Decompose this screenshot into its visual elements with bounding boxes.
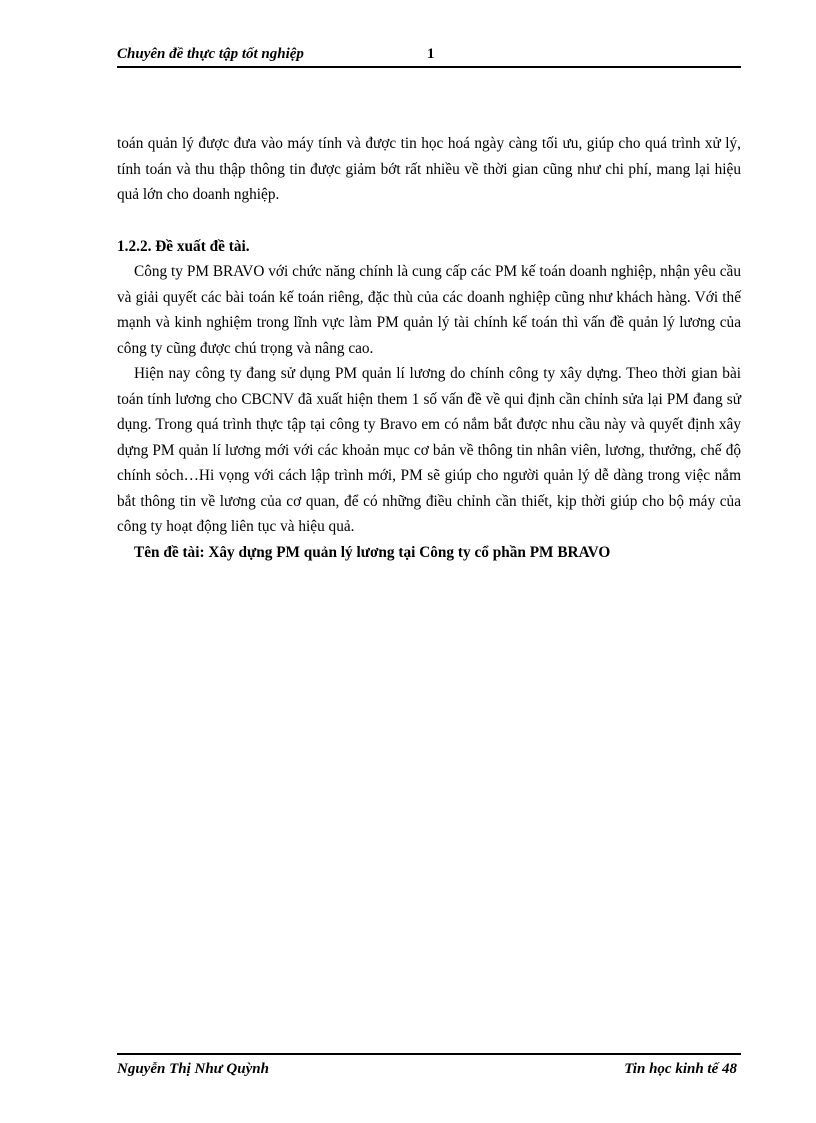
- intro-paragraph: toán quản lý được đưa vào máy tính và được tin học hoá ngày càng tối ưu, giúp cho quá trình xử lý, tính toán và thu thập thông tin được giảm bớt rất nhiều về thời gian cũng như chi phí, mang lại hiệu quả lớn cho doanh nghiệp.: [117, 135, 741, 203]
- paragraph-company: Công ty PM BRAVO với chức năng chính là cung cấp các PM kế toán doanh nghiệp, nhận yêu cầu và giải quyết các bài toán kế toán riêng, đặc thù của các doanh nghiệp cũng như khách hàng. Với thế mạnh và kinh nghiệm trong lĩnh vực làm PM quản lý tài chính kế toán thì vấn đề quản lý lương của công ty cũng được chú trọng và nâng cao.: [117, 263, 741, 357]
- topic-line: Tên đề tài: Xây dựng PM quản lý lương tại Công ty cổ phần PM BRAVO: [134, 543, 611, 561]
- paragraph-current-situation: Hiện nay công ty đang sử dụng PM quản lí lương do chính công ty xây dựng. Theo thời gian bài toán tính lương cho CBCNV đã xuất hiện them 1 số vấn đề về qui định cần chỉnh sửa lại PM đang sử dụng. Trong quá trình thực tập tại công ty Bravo em có nắm bắt được nhu cầu này và quyết định xây dựng PM quản lí lương mới với các khoản mục cơ bản về thông tin nhân viên, lương, thưởng, chế độ chính sỏch…Hi vọng với cách lập trình mới, PM sẽ giúp cho người quản lý dễ dàng trong việc nắm bắt thông tin về lương của cơ quan, để có những điều chỉnh cần thiết, kịp thời giúp cho bộ máy của công ty hoạt động liên tục và hiệu quả.: [117, 365, 741, 535]
- header-page-number: 1: [427, 46, 435, 62]
- footer-class: Tin học kinh tế 48: [624, 1061, 737, 1077]
- document-body: [117, 131, 741, 565]
- section-heading: 1.2.2. Đề xuất đề tài.: [117, 237, 250, 255]
- page-header: [117, 44, 741, 68]
- header-title: Chuyên đề thực tập tốt nghiệp: [117, 46, 304, 62]
- footer-author: Nguyễn Thị Như Quỳnh: [117, 1061, 269, 1077]
- page-footer: [117, 1053, 741, 1085]
